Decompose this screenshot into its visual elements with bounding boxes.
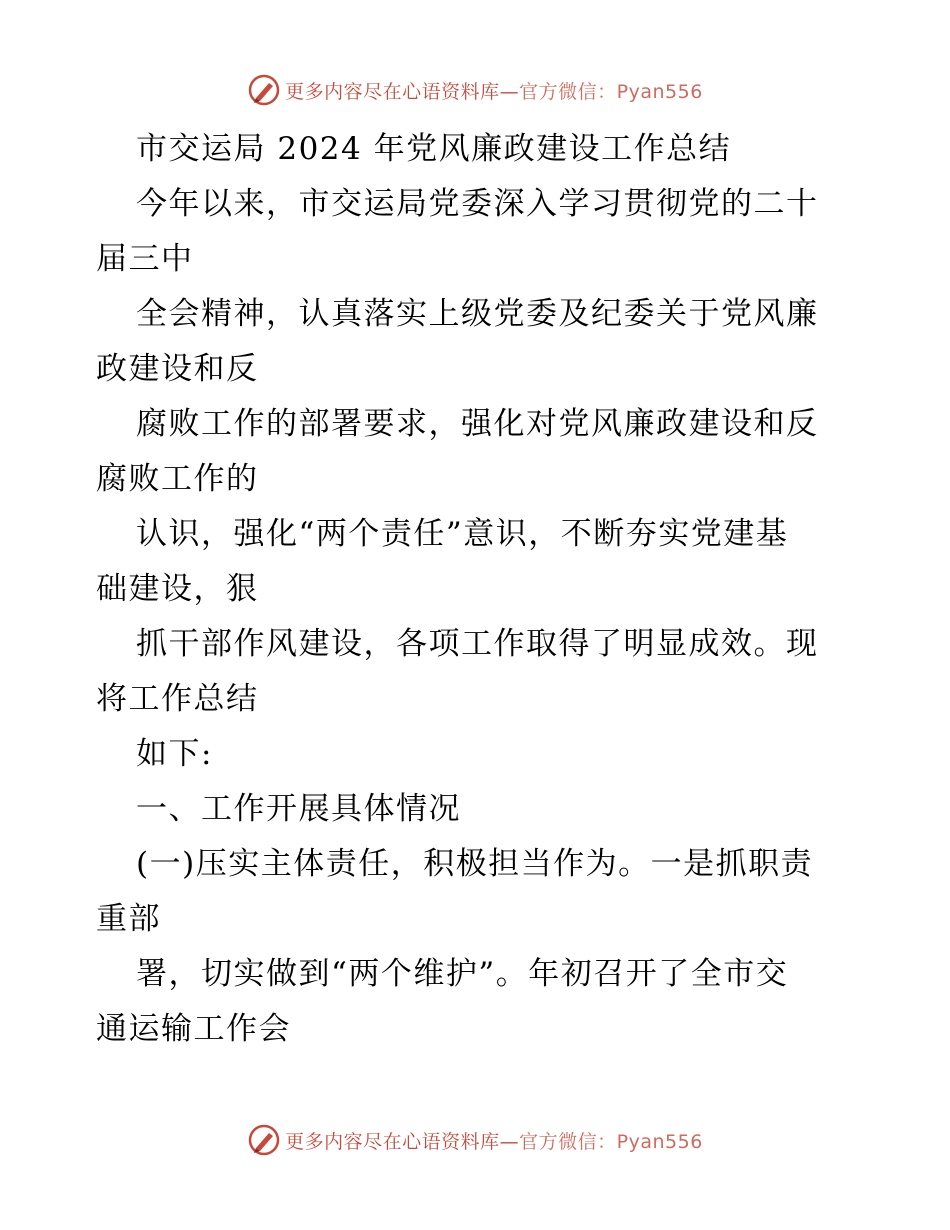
watermark-sub: 官方微信：Pyan556 [519, 1130, 703, 1153]
text-line: 今年以来，市交运局党委深入学习贯彻党的二十 [136, 186, 819, 222]
watermark-footer [0, 1120, 950, 1160]
text-line: 抓干部作风建设，各项工作取得了明显成效。现 [136, 626, 819, 662]
watermark-main: 更多内容尽在心语资料库— [285, 1130, 520, 1153]
text-line: 将工作总结 [96, 681, 259, 717]
text-line: 认识，强化“两个责任”意识，不断夯实党建基 [136, 516, 789, 552]
watermark-main: 更多内容尽在心语资料库— [285, 80, 520, 103]
pen-logo-icon [247, 73, 281, 107]
text-line: 腐败工作的部署要求，强化对党风廉政建设和反 [136, 406, 819, 442]
text-line: (一)压实主体责任，积极担当作为。一是抓职责 [136, 846, 814, 882]
text-line: 础建设，狠 [96, 571, 259, 607]
text-line: 重部 [96, 901, 161, 937]
text-line: 届三中 [96, 241, 194, 277]
text-line: 一、工作开展具体情况 [136, 791, 461, 827]
document-body [96, 122, 856, 1057]
document-title: 市交运局 2024 年党风廉政建设工作总结 [136, 131, 732, 167]
text-line: 政建设和反 [96, 351, 259, 387]
watermark-text [285, 1127, 703, 1154]
pen-logo-icon [247, 1123, 281, 1157]
text-line: 如下: [136, 736, 213, 772]
watermark-header [0, 70, 950, 110]
watermark-text [285, 77, 703, 104]
text-line: 全会精神，认真落实上级党委及纪委关于党风廉 [136, 296, 819, 332]
watermark-sub: 官方微信：Pyan556 [519, 80, 703, 103]
text-line: 腐败工作的 [96, 461, 259, 497]
text-line: 通运输工作会 [96, 1011, 291, 1047]
text-line: 署，切实做到“两个维护”。年初召开了全市交 [136, 956, 789, 992]
